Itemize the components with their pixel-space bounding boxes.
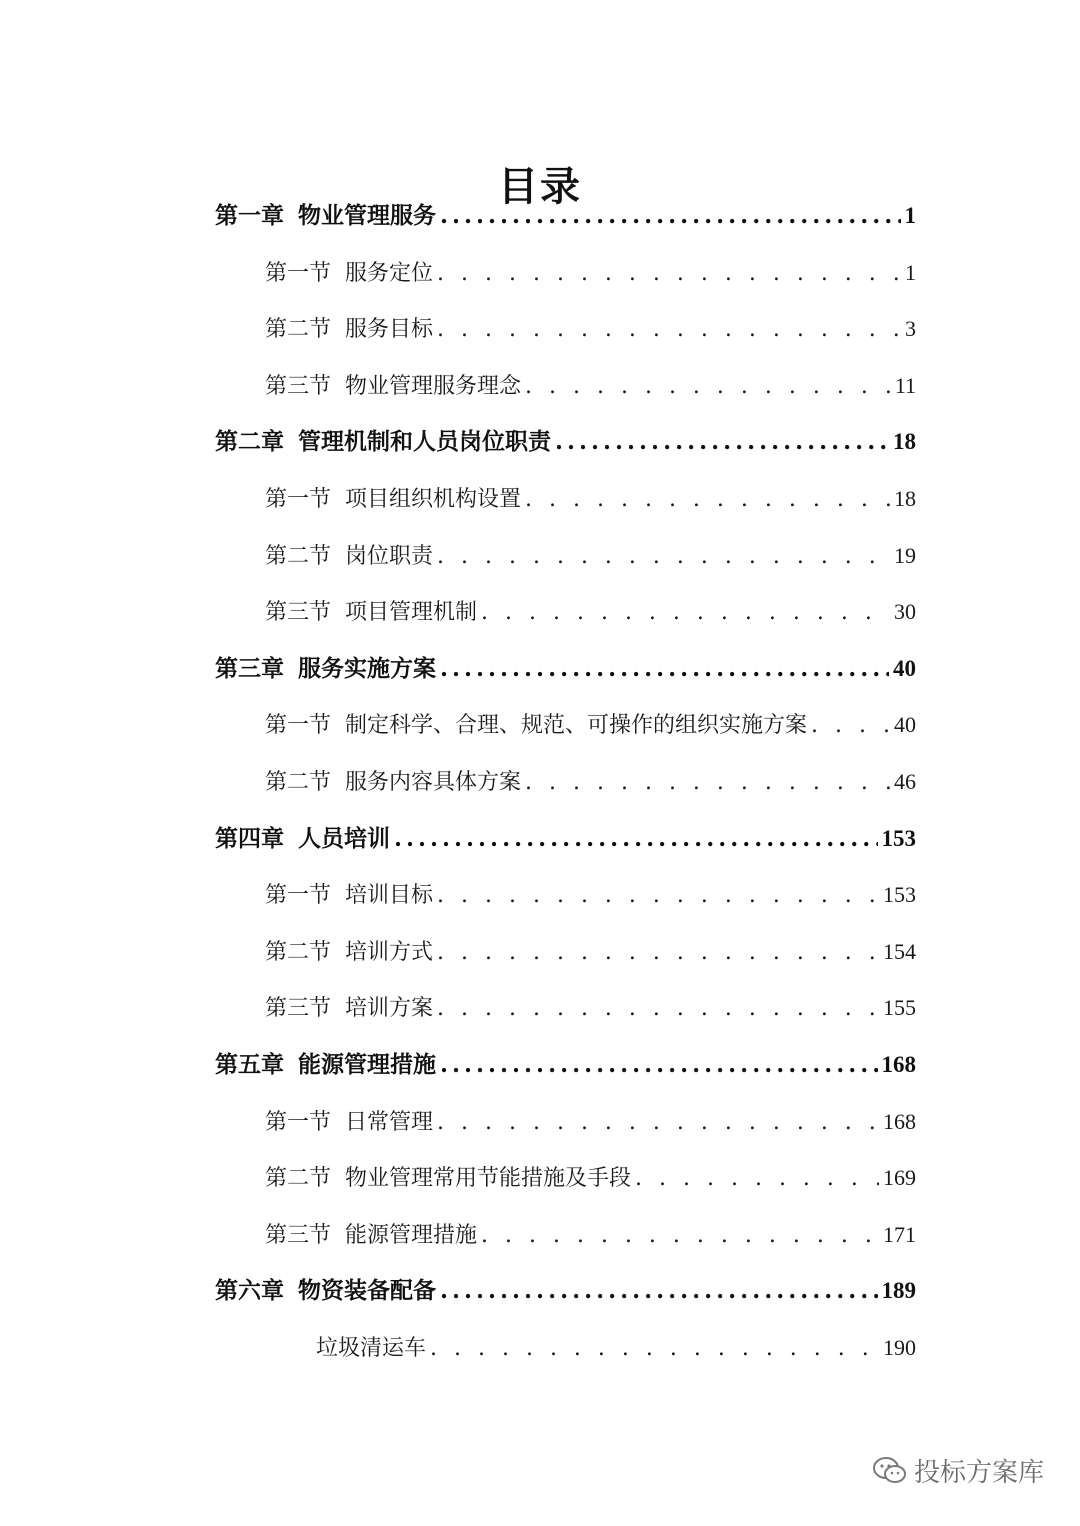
toc-entry-label	[265, 989, 433, 1029]
dot-leader	[440, 1271, 878, 1311]
toc-entry-number: 第二节	[265, 317, 332, 343]
watermark	[872, 1452, 1044, 1489]
toc-entry-number: 第二节	[265, 1166, 332, 1192]
dot-leader	[635, 1159, 879, 1199]
dot-leader	[555, 422, 889, 462]
toc-entry-label	[265, 1159, 631, 1199]
toc-section-entry	[265, 309, 916, 349]
toc-entry-title: 岗位职责	[345, 543, 434, 569]
dot-leader	[440, 649, 889, 689]
toc-entry-label	[215, 1271, 436, 1311]
toc-entry-label	[265, 933, 433, 973]
toc-entry-number: 第三节	[265, 996, 332, 1022]
toc-entry-title: 服务定位	[345, 260, 434, 286]
toc-entry-title: 培训方案	[345, 996, 434, 1022]
toc-entry-title: 物资装备配备	[298, 1277, 436, 1305]
toc-entry-title: 物业管理常用节能措施及手段	[345, 1166, 632, 1192]
toc-chapter-entry	[215, 422, 916, 462]
toc-entry-number: 第一节	[265, 1109, 332, 1135]
toc-entry-number: 第二节	[265, 939, 332, 965]
dot-leader	[525, 763, 890, 803]
toc-section-entry	[265, 705, 916, 745]
dot-leader	[525, 367, 891, 407]
toc-entry-number: 第一节	[265, 260, 332, 286]
toc-entry-label	[265, 1216, 477, 1256]
toc-entry-title: 培训方式	[345, 939, 434, 965]
toc-entry-label	[215, 1045, 436, 1085]
toc-page-number: 168	[881, 1052, 916, 1077]
dot-leader	[440, 196, 901, 236]
toc-entry-title: 培训目标	[345, 883, 434, 909]
toc-section-entry	[265, 479, 916, 519]
toc-entry-title: 制定科学、合理、规范、可操作的组织实施方案	[345, 713, 808, 739]
toc-entry-label	[265, 367, 521, 407]
dot-leader	[481, 593, 890, 633]
toc-page-number: 19	[894, 542, 916, 568]
toc-page-number: 40	[893, 655, 916, 681]
toc-entry-label	[215, 422, 551, 462]
toc-entry-title: 服务目标	[345, 317, 434, 343]
toc-section-entry	[265, 932, 916, 972]
toc-entry-number: 第三节	[265, 373, 332, 399]
toc-page-number: 169	[883, 1165, 916, 1191]
toc-section-entry	[265, 1158, 916, 1198]
dot-leader	[437, 537, 890, 577]
toc-entry-number: 第二节	[265, 543, 332, 569]
toc-page-number: 171	[883, 1221, 916, 1247]
dot-leader	[481, 1216, 879, 1256]
toc-entry-number: 第五章	[215, 1051, 284, 1078]
toc-entry-label	[215, 649, 436, 689]
toc-entry-number: 第一节	[265, 487, 332, 512]
toc-page-number: 46	[894, 769, 916, 794]
toc-entry-number: 第四章	[215, 824, 284, 852]
dot-leader	[394, 819, 878, 859]
toc-entry-label	[265, 480, 521, 520]
toc-section-entry	[265, 592, 916, 632]
toc-entry-label	[265, 1103, 433, 1143]
page-title: 目录	[498, 162, 582, 210]
toc-entry-label	[265, 593, 477, 633]
toc-entry-number: 第三章	[215, 654, 284, 682]
toc-section-entry	[265, 253, 916, 293]
toc-entry-title: 项目组织机构设置	[345, 487, 522, 512]
toc-entry-title: 物业管理服务理念	[345, 373, 522, 399]
toc-entry-label	[215, 819, 390, 859]
toc-chapter-entry	[215, 196, 916, 236]
toc-page-number: 40	[894, 712, 916, 738]
toc-chapter-entry	[215, 1045, 916, 1085]
toc-entry-number: 第三节	[265, 600, 332, 626]
toc-entry-title: 项目管理机制	[345, 600, 478, 626]
toc-entry-label	[265, 254, 433, 294]
toc-entry-title: 能源管理措施	[298, 1051, 436, 1078]
toc-entry-label	[265, 763, 521, 803]
toc-page-number: 1	[905, 259, 916, 285]
toc-page-number: 3	[905, 316, 916, 342]
toc-page-number: 189	[881, 1278, 916, 1304]
toc-entry-label	[265, 537, 433, 577]
toc-entry-number: 第一节	[265, 713, 332, 739]
toc-entry-label	[265, 310, 433, 350]
toc-entry-title: 日常管理	[345, 1109, 434, 1135]
dot-leader	[440, 1045, 878, 1085]
toc-page-number: 1	[904, 203, 916, 228]
toc-subitem-entry	[316, 1328, 916, 1368]
dot-leader	[437, 876, 879, 916]
toc-entry-number: 第二节	[265, 770, 332, 795]
toc-page-number: 18	[893, 429, 916, 455]
toc-section-entry	[265, 988, 916, 1028]
dot-leader	[437, 254, 901, 294]
toc-entry-number: 第二章	[215, 428, 284, 456]
dot-leader	[437, 1103, 879, 1143]
toc-entry-label	[265, 706, 807, 746]
toc-page-number: 18	[894, 486, 916, 511]
toc-page-number: 190	[883, 1335, 916, 1360]
toc-page-number: 153	[881, 825, 916, 851]
toc-section-entry	[265, 366, 916, 406]
toc-section-entry	[265, 762, 916, 802]
toc-section-entry	[265, 536, 916, 576]
dot-leader	[525, 480, 890, 520]
toc-entry-label	[215, 196, 436, 236]
toc-entry-number: 第一节	[265, 883, 332, 909]
toc-entry-number: 第一章	[215, 202, 284, 229]
toc-entry-number: 第三节	[265, 1222, 332, 1248]
toc-page-number: 154	[883, 938, 916, 964]
toc-entry-title: 人员培训	[298, 824, 390, 852]
toc-chapter-entry	[215, 1271, 916, 1311]
toc-entry-number: 第六章	[215, 1277, 284, 1305]
toc-section-entry	[265, 1215, 916, 1255]
toc-entry-title: 物业管理服务	[298, 202, 436, 229]
dot-leader	[437, 310, 901, 350]
toc-section-entry	[265, 1102, 916, 1142]
toc-section-entry	[265, 875, 916, 915]
toc-entry-title: 服务内容具体方案	[345, 770, 522, 795]
toc-entry-title: 服务实施方案	[298, 654, 436, 682]
toc-page-number: 30	[894, 599, 916, 625]
toc-entry-label	[316, 1329, 426, 1369]
toc-chapter-entry	[215, 649, 916, 689]
dot-leader	[811, 706, 890, 746]
toc-entry-title: 垃圾清运车	[316, 1336, 427, 1361]
toc-entry-label	[265, 876, 433, 916]
toc-entry-title: 能源管理措施	[345, 1222, 478, 1248]
dot-leader	[437, 933, 879, 973]
toc-page-number: 155	[883, 995, 916, 1021]
toc-page-number: 153	[883, 882, 916, 908]
dot-leader	[430, 1329, 879, 1369]
toc-chapter-entry	[215, 819, 916, 859]
toc-page-number: 168	[883, 1108, 916, 1134]
toc-page-number: 11	[894, 372, 916, 398]
wechat-icon	[872, 1456, 908, 1486]
dot-leader	[437, 989, 879, 1029]
watermark-text: 投标方案库	[913, 1458, 1044, 1488]
toc-entry-title: 管理机制和人员岗位职责	[298, 428, 551, 456]
